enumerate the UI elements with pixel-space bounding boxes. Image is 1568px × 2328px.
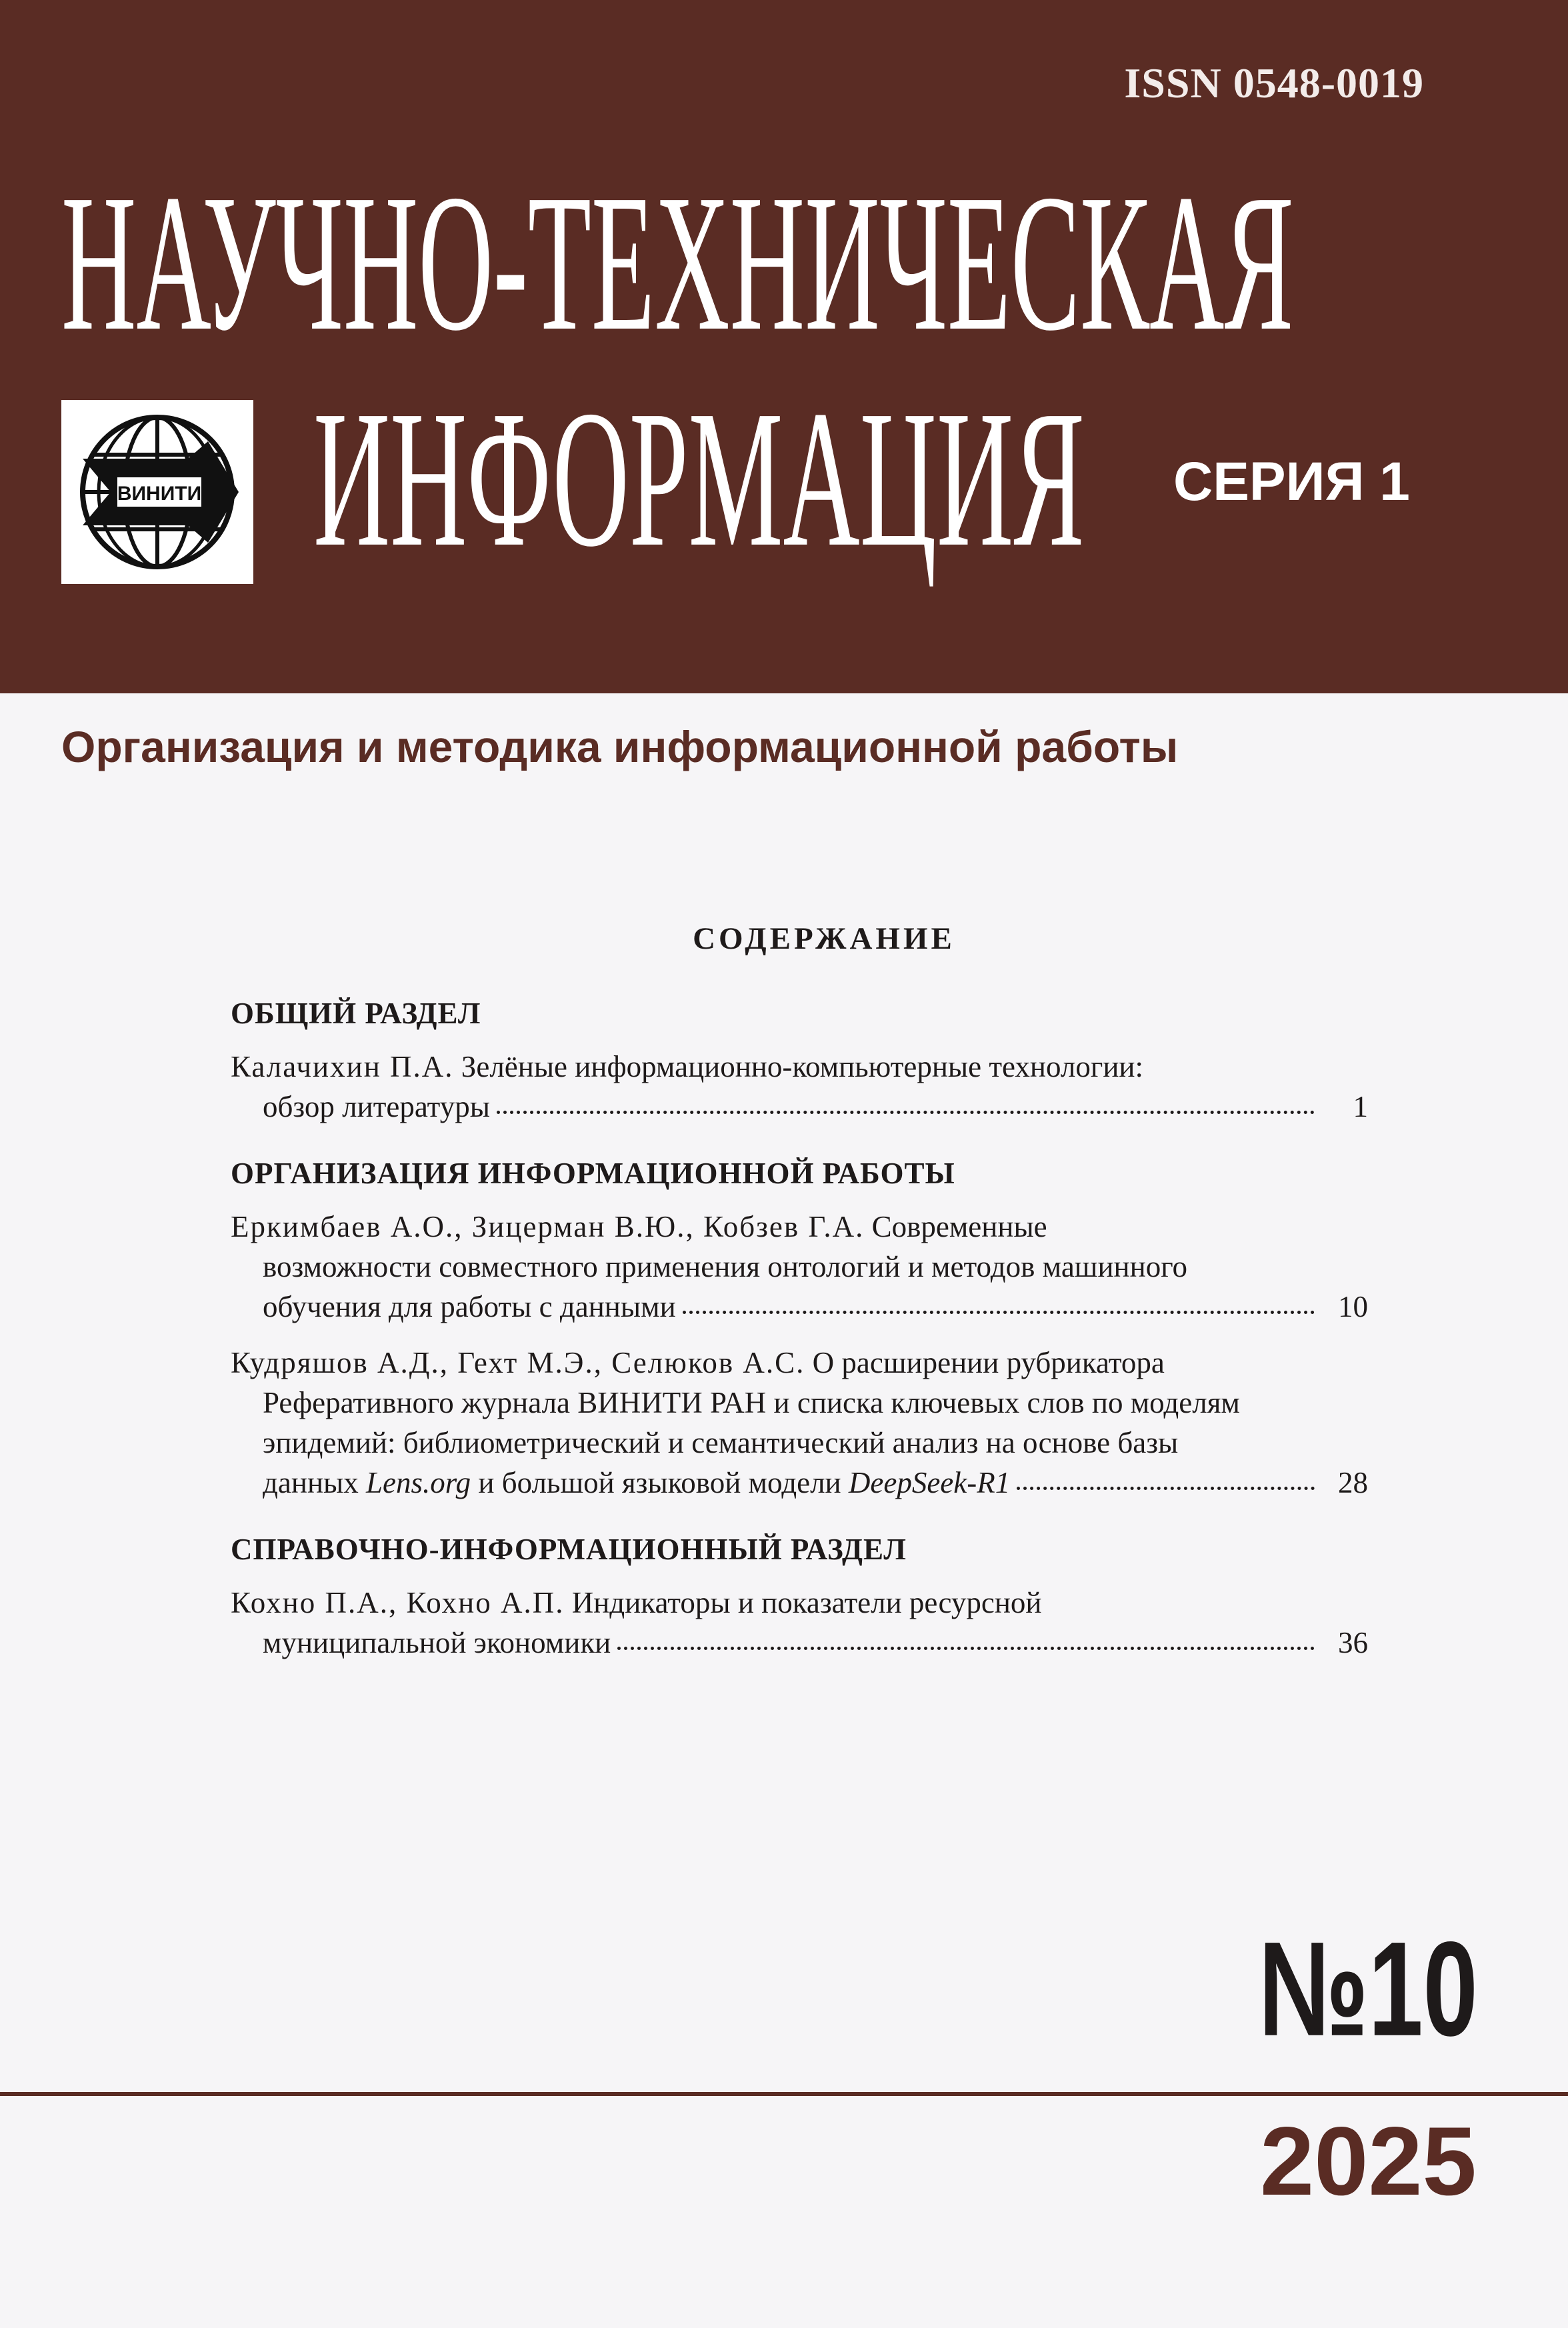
toc-entry-line [231, 1047, 1368, 1087]
toc-entry [231, 1047, 1368, 1127]
issue-number: №10 [1259, 1914, 1478, 2065]
toc-entry-page: 1 [1353, 1090, 1368, 1123]
toc-entry [231, 1207, 1368, 1327]
toc-entry-line [231, 1583, 1368, 1623]
toc-entry-page: 10 [1338, 1290, 1368, 1323]
footer-divider [0, 2092, 1568, 2096]
toc-entry-last-line [231, 1463, 1368, 1503]
toc-entry-title-text: О расширении рубрикатора [812, 1346, 1165, 1379]
publisher-logo [61, 400, 253, 584]
cover-header [0, 0, 1568, 693]
toc-entry-authors: Кудряшов А.Д., Гехт М.Э., Селюков А.С. [231, 1346, 805, 1379]
issue-year: 2025 [1260, 2107, 1477, 2215]
section-title: ОБЩИЙ РАЗДЕЛ [231, 997, 481, 1030]
logo-text: ВИНИТИ [117, 483, 202, 505]
toc-entry [231, 1343, 1368, 1503]
toc-entry-authors: Калачихин П.А. [231, 1050, 454, 1083]
table-of-contents [231, 919, 1368, 1679]
dot-leader [617, 1646, 1315, 1650]
toc-entry-line [231, 1207, 1368, 1247]
toc-entry-last-line [231, 1623, 1368, 1663]
toc-entry-last-line [231, 1087, 1368, 1127]
toc-entry-page: 28 [1338, 1466, 1368, 1499]
section-title: ОРГАНИЗАЦИЯ ИНФОРМАЦИОННОЙ РАБОТЫ [231, 1157, 955, 1190]
toc-entry-authors: Кохно П.А., Кохно А.П. [231, 1586, 565, 1619]
contents-sections [231, 993, 1368, 1663]
dot-leader [683, 1310, 1315, 1314]
toc-entry-title-text: Зелёные информационно-компьютерные технологии: [461, 1050, 1143, 1083]
toc-entry [231, 1583, 1368, 1663]
toc-entry-line [231, 1247, 1368, 1287]
contents-heading: СОДЕРЖАНИЕ [693, 921, 955, 956]
toc-entry-page: 36 [1338, 1626, 1368, 1659]
toc-entry-authors: Еркимбаев А.О., Зицерман В.Ю., Кобзев Г.А. [231, 1210, 865, 1243]
toc-entry-line [231, 1423, 1368, 1463]
dot-leader [1017, 1486, 1315, 1490]
journal-title-line-2: ИНФОРМАЦИЯ [313, 371, 1085, 588]
section-title: СПРАВОЧНО-ИНФОРМАЦИОННЫЙ РАЗДЕЛ [231, 1533, 907, 1566]
toc-entry-title-text: Современные [871, 1210, 1047, 1243]
toc-entry-title-end: данных Lens.org и большой языковой модели DeepSeek-R1 [263, 1466, 1011, 1499]
toc-entry-title-text: Реферативного журнала ВИНИТИ РАН и списка ключевых слов по моделям [263, 1386, 1240, 1419]
series-label: СЕРИЯ 1 [1173, 451, 1410, 512]
journal-title-line-1: НАУЧНО-ТЕХНИЧЕСКАЯ [61, 155, 1294, 372]
toc-entry-title-text: эпидемий: библиометрический и семантический анализ на основе базы [263, 1426, 1179, 1459]
toc-entry-title-end: муниципальной экономики [263, 1626, 611, 1659]
toc-entry-title-text: Индикаторы и показатели ресурсной [571, 1586, 1042, 1619]
toc-entry-line [231, 1343, 1368, 1383]
toc-entry-title-end: обзор литературы [263, 1090, 490, 1123]
dot-leader [497, 1110, 1315, 1114]
toc-entry-line [231, 1383, 1368, 1423]
toc-entry-title-end: обучения для работы с данными [263, 1290, 676, 1323]
globe-arrow-icon [71, 408, 244, 576]
toc-entry-last-line [231, 1287, 1368, 1327]
journal-subtitle: Организация и методика информационной работы [61, 722, 1179, 771]
issn: ISSN 0548-0019 [1124, 59, 1424, 107]
toc-entry-title-text: возможности совместного применения онтологий и методов машинного [263, 1250, 1188, 1283]
